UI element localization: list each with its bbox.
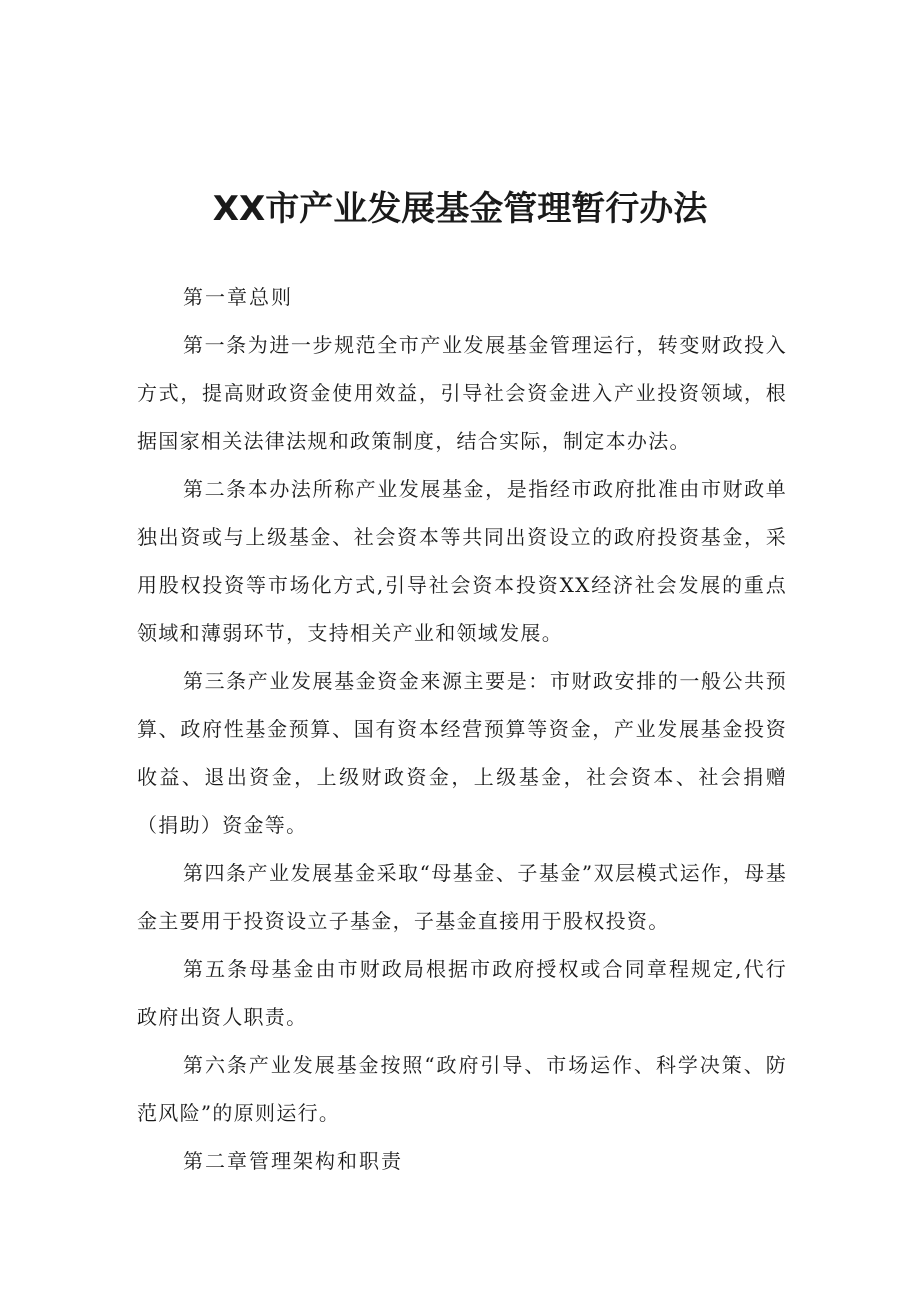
article-2: 第二条本办法所称产业发展基金，是指经市政府批准由市财政单独出资或与上级基金、社会资本等共同出资设立的政府投资基金，采用股权投资等市场化方式,引导社会资本投资XX经济社会发展的重点领域和薄弱环节，支持相关产业和领域发展。 xyxy=(137,477,787,645)
article-4: 第四条产业发展基金采取“母基金、子基金”双层模式运作，母基金主要用于投资设立子基金，子基金直接用于股权投资。 xyxy=(137,861,787,933)
article-6: 第六条产业发展基金按照“政府引导、市场运作、科学决策、防范风险”的原则运行。 xyxy=(137,1053,787,1125)
article-5: 第五条母基金由市财政局根据市政府授权或合同章程规定,代行政府出资人职责。 xyxy=(137,957,787,1029)
article-3: 第三条产业发展基金资金来源主要是：市财政安排的一般公共预算、政府性基金预算、国有资本经营预算等资金，产业发展基金投资收益、退出资金，上级财政资金，上级基金，社会资本、社会捐赠（捐助）资金等。 xyxy=(137,669,787,837)
chapter-heading-1: 第一章总则 xyxy=(183,285,293,309)
document-title: XX市产业发展基金管理暂行办法 xyxy=(212,189,708,229)
document-body xyxy=(137,273,787,1185)
chapter-heading-2: 第二章管理架构和职责 xyxy=(183,1149,403,1173)
article-1: 第一条为进一步规范全市产业发展基金管理运行，转变财政投入方式，提高财政资金使用效益，引导社会资金进入产业投资领域，根据国家相关法律法规和政策制度，结合实际，制定本办法。 xyxy=(137,333,787,453)
